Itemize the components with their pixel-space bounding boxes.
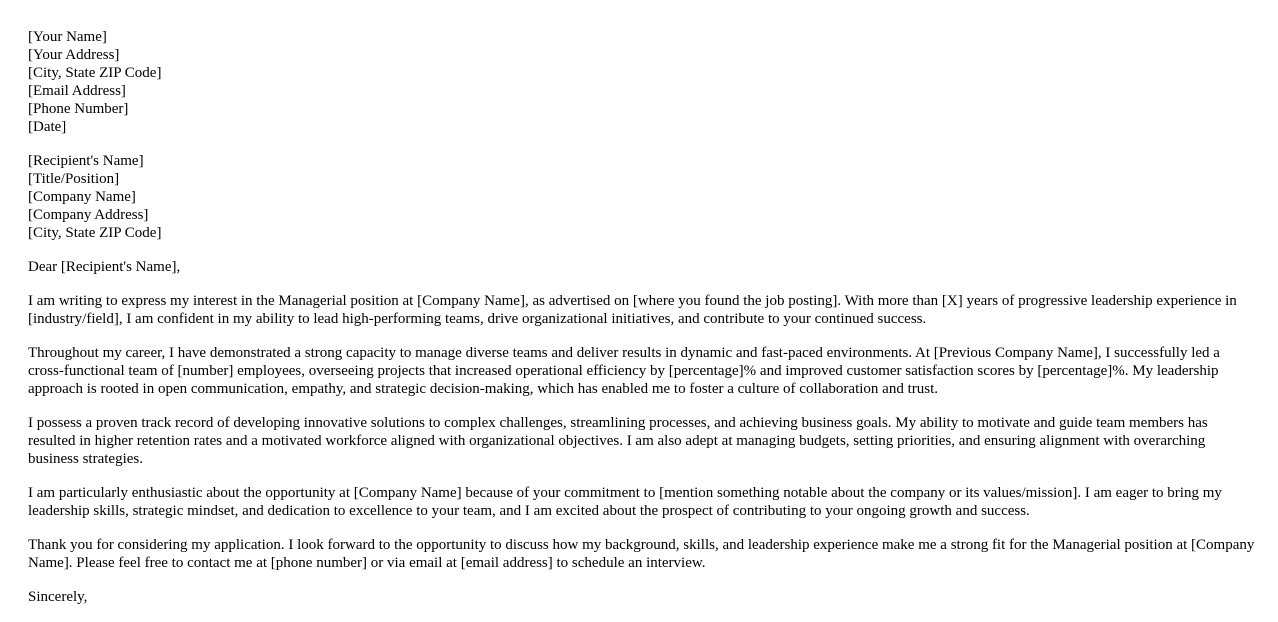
sender-email: [Email Address]	[28, 83, 126, 99]
body-paragraph-3: I possess a proven track record of developing innovative solutions to complex challenges, streamlining processes, and achieving business goals. My ability to motivate and guide team members has resulted in higher retention rates and a motivated workforce aligned with organizational objectives. I am also adept at managing budgets, setting priorities, and ensuring alignment with overarching business strategies.	[28, 415, 1208, 467]
sender-city: [City, State ZIP Code]	[28, 65, 162, 81]
recipient-title: [Title/Position]	[28, 171, 120, 187]
closing: Sincerely,	[28, 589, 88, 605]
salutation: Dear [Recipient's Name],	[28, 259, 181, 275]
recipient-address: [Company Address]	[28, 207, 149, 223]
body-paragraph-2: Throughout my career, I have demonstrated a strong capacity to manage diverse teams and deliver results in dynamic and fast-paced environments. At [Previous Company Name], I successfully led a cross-functional team of [number] employees, overseeing projects that increased operational efficiency by [percentage]% and improved customer satisfaction scores by [percentage]%. My leadership approach is rooted in open communication, empathy, and strategic decision-making, which has enabled me to foster a culture of collaboration and trust.	[28, 345, 1220, 397]
sender-address: [Your Address]	[28, 47, 120, 63]
body-paragraph-4: I am particularly enthusiastic about the opportunity at [Company Name] because of your commitment to [mention something notable about the company or its values/mission]. I am eager to bring my leadership skills, strategic mindset, and dedication to excellence to your team, and I am excited about the prospect of contributing to your ongoing growth and success.	[28, 485, 1222, 519]
sender-block	[28, 28, 1258, 136]
sender-phone: [Phone Number]	[28, 101, 129, 117]
recipient-city: [City, State ZIP Code]	[28, 225, 162, 241]
recipient-name: [Recipient's Name]	[28, 153, 144, 169]
body-paragraph-5: Thank you for considering my application. I look forward to the opportunity to discuss how my background, skills, and leadership experience make me a strong fit for the Managerial position at [Company Name]. Please feel free to contact me at [phone number] or via email at [email address] to schedule an interview.	[28, 537, 1255, 571]
letter-date: [Date]	[28, 119, 67, 135]
recipient-block	[28, 152, 1258, 242]
sender-name: [Your Name]	[28, 29, 107, 45]
body-paragraph-1: I am writing to express my interest in the Managerial position at [Company Name], as advertised on [where you found the job posting]. With more than [X] years of progressive leadership experience in [industry/field], I am confident in my ability to lead high-performing teams, drive organizational initiatives, and contribute to your continued success.	[28, 293, 1237, 327]
recipient-company: [Company Name]	[28, 189, 136, 205]
cover-letter	[28, 28, 1258, 622]
